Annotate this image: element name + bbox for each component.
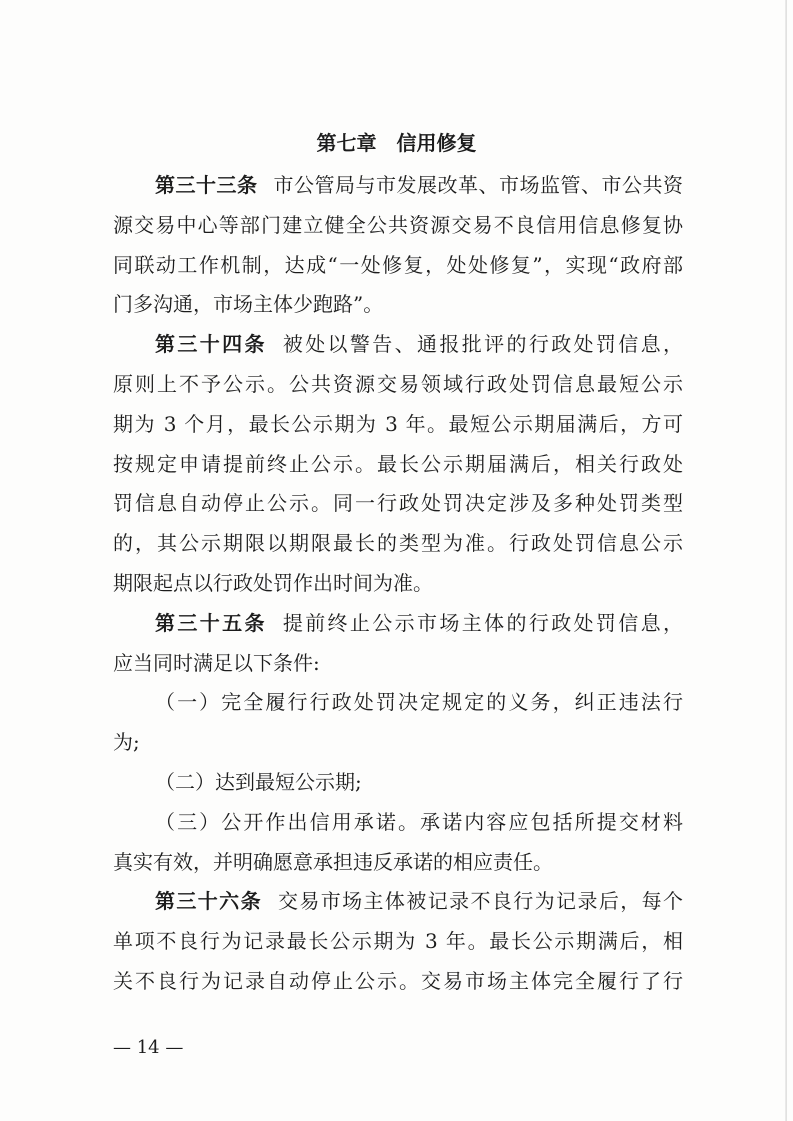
article-text: 市公管局与市发展改革、市场监管、市公共资 [273, 173, 683, 197]
document-body [113, 166, 683, 1002]
page-number: — 14 — [113, 1037, 184, 1058]
article-33 [113, 166, 683, 325]
article-35 [113, 604, 683, 883]
article-text: 被处以警告、通报批评的行政处罚信息， [282, 332, 683, 357]
article-first-line [113, 604, 683, 644]
article-label: 第三十六条 [155, 889, 262, 914]
list-item-line: 真实有效，并明确愿意承担违反承诺的相应责任。 [113, 849, 553, 874]
article-first-line [113, 166, 683, 206]
article-label: 第三十三条 [155, 173, 258, 197]
article-line: 的，其公示期限以期限最长的类型为准。行政处罚信息公示 [113, 531, 683, 556]
article-line: 单项不良行为记录最长公示期为 3 年。最长公示期满后，相 [113, 929, 683, 954]
scan-edge-shadow [785, 0, 787, 1121]
list-item-line: （三）公开作出信用承诺。承诺内容应包括所提交材料 [155, 809, 683, 834]
article-line: 源交易中心等部门建立健全公共资源交易不良信用信息修复协 [113, 212, 683, 237]
article-first-line [113, 325, 683, 365]
list-item-2 [113, 763, 683, 803]
article-36 [113, 882, 683, 1001]
list-item-line: （二）达到最短公示期; [155, 769, 362, 794]
article-line: 同联动工作机制，达成“一处修复，处处修复”，实现“政府部 [113, 252, 683, 277]
article-first-line [113, 882, 683, 922]
article-line: 期限起点以行政处罚作出时间为准。 [113, 570, 433, 595]
article-label: 第三十四条 [155, 332, 267, 357]
list-item-1 [113, 683, 683, 763]
article-text: 交易市场主体被记录不良行为记录后，每个 [277, 889, 683, 914]
article-line: 罚信息自动停止公示。同一行政处罚决定涉及多种处罚类型 [113, 491, 683, 516]
article-line: 按规定申请提前终止公示。最长公示期届满后，相关行政处 [113, 451, 683, 476]
article-text: 提前终止公示市场主体的行政处罚信息， [282, 610, 683, 635]
article-line: 应当同时满足以下条件: [113, 650, 320, 675]
chapter-title: 第七章 信用修复 [316, 131, 477, 155]
article-line: 关不良行为记录自动停止公示。交易市场主体完全履行了行 [113, 968, 683, 993]
list-item-3 [113, 803, 683, 883]
article-34 [113, 325, 683, 604]
list-item-line: （一）完全履行行政处罚决定规定的义务，纠正违法行 [155, 690, 683, 715]
article-line: 原则上不予公示。公共资源交易领域行政处罚信息最短公示 [113, 371, 683, 396]
list-item-line: 为; [113, 730, 140, 755]
article-label: 第三十五条 [155, 610, 267, 635]
article-line: 门多沟通，市场主体少跑路”。 [113, 292, 384, 317]
article-line: 期为 3 个月，最长公示期为 3 年。最短公示期届满后，方可 [113, 411, 683, 436]
